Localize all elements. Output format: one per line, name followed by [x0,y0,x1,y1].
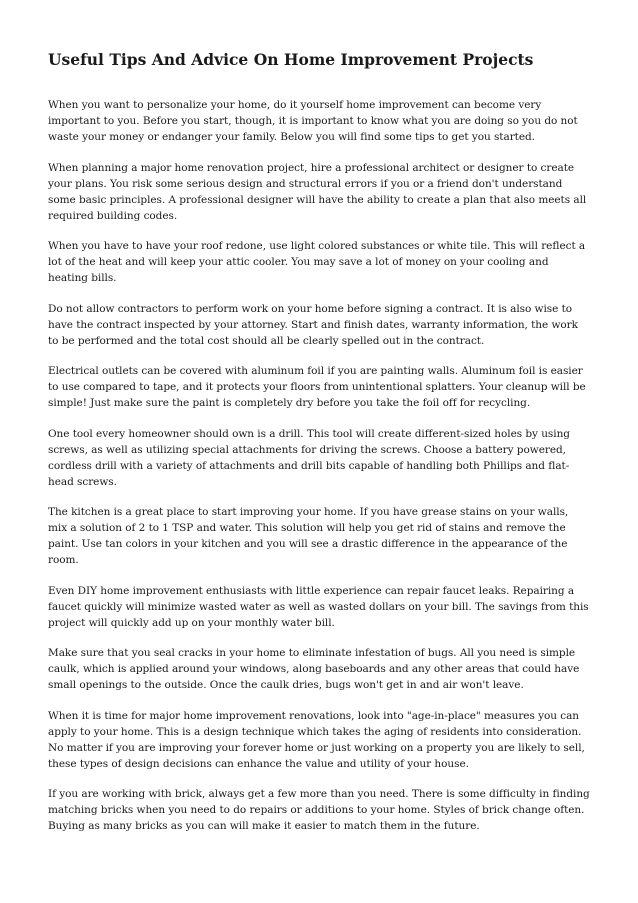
paragraph-6: One tool every homeowner should own is a drill. This tool will create different-sized holes by using screws, as well as utilizing special attachments for driving the screws. Choose a battery powered, cordless drill with a variety of attachments and drill bits capable of handling both Phillips and flat-head screws. [48,427,570,488]
paragraph-5: Electrical outlets can be covered with aluminum foil if you are painting walls. Aluminum foil is easier to use compared to tape, and it protects your floors from unintentional splatters. Your cleanup will be simple! Just make sure the paint is completely dry before you take the foil off for recycling. [48,365,586,409]
paragraph-3: When you have to have your roof redone, use light colored substances or white tile. This will reflect a lot of the heat and will keep your attic cooler. You may save a lot of money on your cooling and heating bills. [48,240,586,284]
paragraph-7: The kitchen is a great place to start improving your home. If you have grease stains on your walls, mix a solution of 2 to 1 TSP and water. This solution will help you get rid of stains and remove the paint. Use tan colors in your kitchen and you will see a drastic difference in the appearance of the room. [48,506,569,566]
paragraph-9: Make sure that you seal cracks in your home to eliminate infestation of bugs. All you need is simple caulk, which is applied around your windows, along baseboards and any other areas that could have small openings to the outside. Once the caulk dries, bugs won't get in and air won't leave. [48,647,580,691]
paragraph-1: When you want to personalize your home, do it yourself home improvement can become very important to you. Before you start, though, it is important to know what you are doing so you do not waste your money or endanger your family. Below you will find some tips to get you started. [48,99,578,143]
paragraph-8: Even DIY home improvement enthusiasts with little experience can repair faucet leaks. Repairing a faucet quickly will minimize wasted water as well as wasted dollars on your bill. The savings from this project will quickly add up on your monthly water bill. [48,584,589,629]
document-title: Useful Tips And Advice On Home Improvement Projects [48,50,534,69]
paragraph-10: When it is time for major home improvement renovations, look into "age-in-place" measures you can apply to your home. This is a design technique which takes the aging of residents into consideration. No matter if you are improving your forever home or just working on a property you are likely to sell, these types of design decisions can enhance the value and utility of your house. [48,709,585,770]
paragraph-2: When planning a major home renovation project, hire a professional architect or designer to create your plans. You risk some serious design and structural errors if you or a friend don't understand some basic principles. A professional designer will have the ability to create a plan that also meets all required building codes. [48,161,587,222]
paragraph-11: If you are working with brick, always get a few more than you need. There is some difficulty in finding matching bricks when you need to do repairs or additions to your home. Styles of brick change often. Buying as many bricks as you can will make it easier to match them in the future. [48,788,590,832]
paragraph-4: Do not allow contractors to perform work on your home before signing a contract. It is also wise to have the contract inspected by your attorney. Start and finish dates, warranty information, the work to be performed and the total cost should all be clearly spelled out in the contract. [48,302,578,347]
